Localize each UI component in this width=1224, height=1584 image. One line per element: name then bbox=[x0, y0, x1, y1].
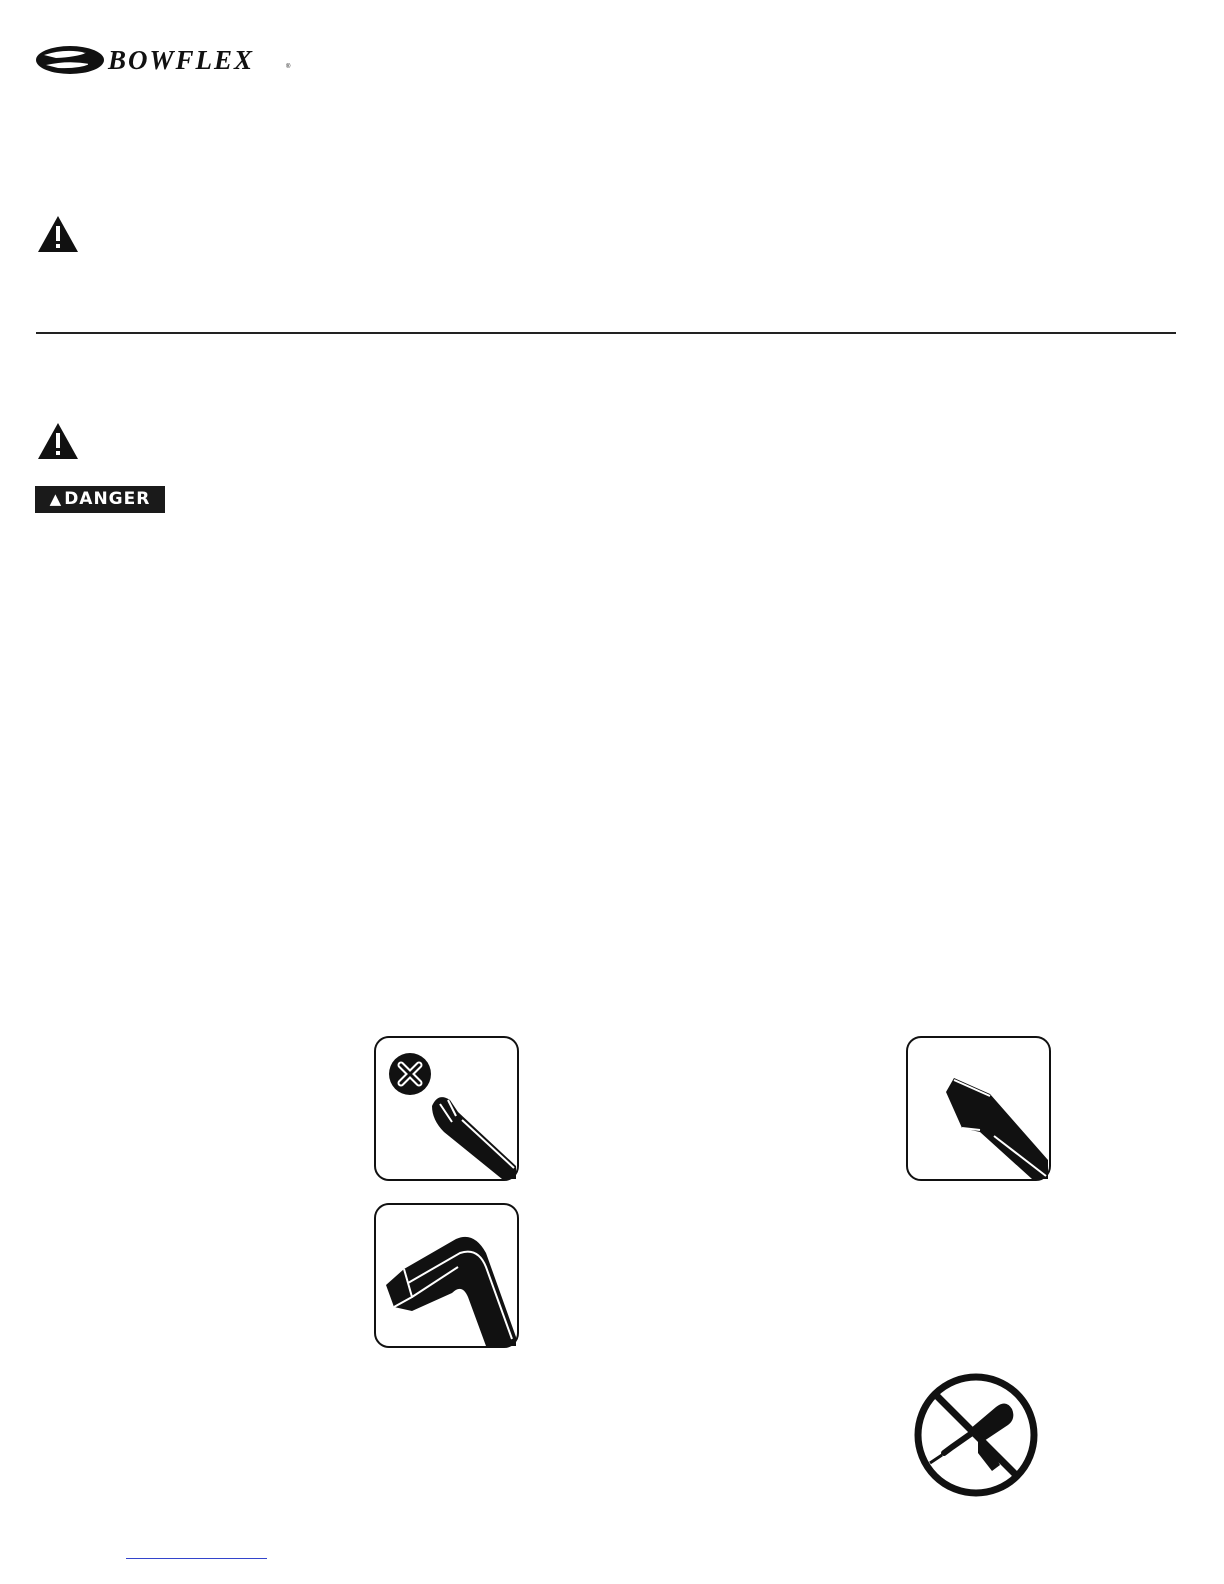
danger-label bbox=[35, 486, 165, 513]
registered-mark: ® bbox=[286, 64, 291, 70]
flathead-screwdriver-icon bbox=[906, 1036, 1051, 1181]
brand-logo bbox=[36, 44, 294, 76]
danger-triangle-icon: ▲ bbox=[49, 490, 63, 508]
link-underline bbox=[126, 1558, 267, 1559]
hex-key-icon bbox=[374, 1203, 519, 1348]
brand-wordmark: BOWFLEX bbox=[108, 45, 255, 75]
danger-text: DANGER bbox=[64, 489, 151, 509]
warning-triangle-icon bbox=[36, 421, 80, 461]
section-divider bbox=[36, 332, 1176, 334]
no-power-tools-icon bbox=[912, 1371, 1040, 1499]
warning-triangle-icon bbox=[36, 214, 80, 254]
phillips-screwdriver-icon bbox=[374, 1036, 519, 1181]
bowflex-swoosh-icon bbox=[36, 44, 106, 76]
